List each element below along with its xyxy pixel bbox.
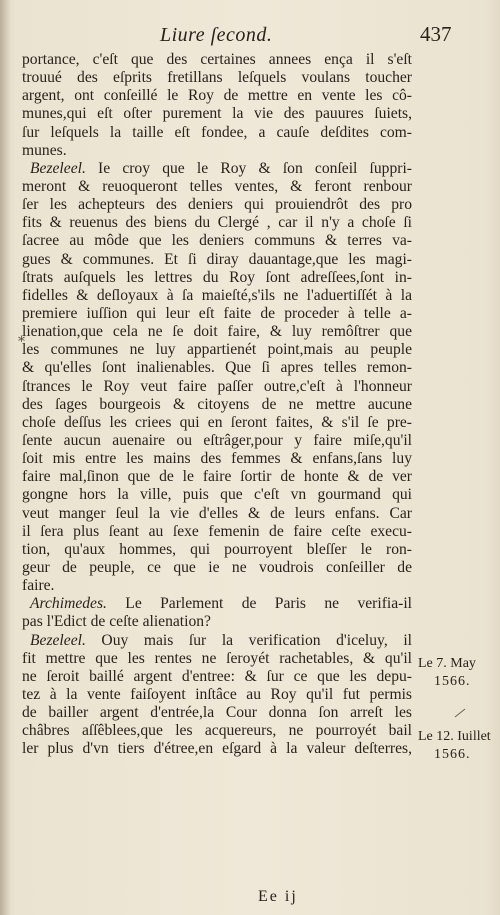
margin-note-2: [418, 728, 491, 764]
text-line: [22, 142, 412, 160]
page-number: 437: [420, 22, 452, 46]
line-text: ſtrances le Roy veut faire paſſer outre,c'eſt à l'honneur: [22, 377, 412, 395]
text-line: [22, 722, 412, 740]
line-text: munes,qui eſt oſter purement la vie des pauures ſuiets,: [22, 105, 412, 123]
line-text: geur de peuple, ce que ie ne voudrois conſeiller de: [22, 558, 412, 576]
text-line: [22, 632, 412, 650]
text-line: [22, 523, 412, 541]
line-text: fit mettre que les rentes ne ſeroyét rachetables, & qu'il: [22, 649, 412, 667]
line-text: il ſera plus ſeant au ſexe femenin de faire ceſte execu-: [22, 522, 412, 540]
line-text: châbres aſſêblees,que les acquereurs, ne pourroyét bail: [22, 722, 412, 740]
line-text: argent, ont conſeillé le Roy de mettre en vente les cô-: [22, 87, 412, 105]
text-line: [22, 468, 412, 486]
line-text: trouué des eſprits fretillans leſquels voulans toucher: [22, 69, 412, 87]
margin-note-date: Le 12. Iuillet: [418, 729, 491, 744]
text-line: [22, 305, 412, 323]
line-text: premiere iuſſion qui leur eſt faite de proceder à telle a-: [22, 304, 412, 322]
text-line: [22, 214, 412, 232]
text-line: [22, 450, 412, 468]
text-line: [22, 613, 412, 631]
line-text: choſe deſſus les criees qui en ſeront faites, & s'il ſe pre-: [22, 413, 412, 431]
line-text: les communes ne luy appartienét point,mais au peuple: [22, 341, 412, 359]
text-line: [22, 359, 412, 377]
text-line: [22, 105, 412, 123]
margin-note-1: [418, 655, 476, 691]
text-line: [22, 323, 412, 341]
text-line: [22, 87, 412, 105]
body-text: [22, 51, 412, 758]
text-line: [22, 505, 412, 523]
text-line: [22, 378, 412, 396]
text-line: [22, 178, 412, 196]
margin-note-date: Le 7. May: [418, 656, 476, 671]
line-text: gues & communes. Et ſi diray dauantage,que les magi-: [22, 250, 412, 268]
text-line: [22, 124, 412, 142]
line-text: portance, c'eſt que des certaines annees ença il s'eſt: [22, 51, 412, 68]
speaker-name: Archimedes.: [30, 595, 107, 613]
text-line: [22, 341, 412, 359]
line-text: veut manger ſeul la vie d'elles & de leurs enfans. Car: [22, 504, 412, 522]
line-text: ſacree au môde que les deniers communs & terres va-: [22, 232, 412, 250]
text-line: [22, 541, 412, 559]
line-text: ſente aucun auenaire ou eſtrâger,pour y faire miſe,qu'il: [22, 431, 412, 449]
text-line: [22, 595, 412, 613]
text-line: [22, 196, 412, 214]
line-text: ſoit mis entre les mains des femmes & enfans,ſans luy: [22, 450, 412, 468]
page-header: [0, 20, 500, 50]
line-text: ſer les achepteurs des deniers qui prouiendrôt des pro: [22, 196, 412, 214]
text-line: [22, 577, 412, 595]
text-line: [22, 251, 412, 269]
text-line: [22, 269, 412, 287]
line-text: ſur leſquels la taille eſt fondee, a cauſe deſdites com-: [22, 123, 412, 141]
margin-note-year: 1566.: [434, 674, 471, 689]
line-text: faire.: [22, 577, 55, 595]
line-text: ler plus d'vn tiers d'étree,en eſgard à la valeur deſterres,: [22, 740, 412, 758]
text-line: [22, 704, 412, 722]
running-title: Liure ſecond.: [160, 24, 273, 46]
text-line: [22, 69, 412, 87]
text-line: [22, 232, 412, 250]
text-line: [22, 432, 412, 450]
line-text: des ſages bourgeois & citoyens de ne mettre aucune: [22, 395, 412, 413]
speaker-name: Bezeleel.: [30, 159, 86, 177]
text-line: [22, 650, 412, 668]
line-text: de bailler argent d'entrée,la Cour donna ſon arreſt les: [22, 704, 412, 722]
line-text: ne ſeroit baillé argent d'entree: & ſur ce que les depu-: [22, 667, 412, 685]
line-text: Ie croy que le Roy & ſon conſeil ſuppri-: [85, 159, 412, 177]
line-text: fidelles & deſloyaux à ſa maieſté,s'ils ne l'aduertiſſét à la: [22, 286, 412, 304]
signature-mark: Ee ij: [258, 888, 298, 905]
line-text: faire mal,ſinon que de le faire ſortir de honte & de ver: [22, 468, 412, 486]
line-text: tez à la vente faiſoyent inſtâce au Roy qu'il fut permis: [22, 685, 412, 703]
line-text: tion, qu'aux hommes, qui pourroyent bleſſer le ron-: [22, 540, 412, 558]
text-line: [22, 414, 412, 432]
line-text: lienation,que cela ne ſe doit faire, & luy remôſtrer que: [22, 323, 412, 341]
speaker-name: Bezeleel.: [30, 631, 86, 649]
margin-note-year: 1566.: [434, 747, 471, 762]
text-line: [22, 559, 412, 577]
line-text: & qu'elles ſont inalienables. Que ſi apres telles remon-: [22, 359, 412, 377]
text-line: [22, 160, 412, 178]
pencil-mark-icon: [454, 708, 466, 718]
line-text: Ouy mais ſur la verification d'iceluy, il: [85, 631, 412, 649]
line-text: Le Parlement de Paris ne verifia-il: [106, 595, 412, 613]
text-line: [22, 668, 412, 686]
line-text: fits & reuenus des biens du Clergé , car il n'y a choſe ſi: [22, 214, 412, 232]
text-line: [22, 396, 412, 414]
margin-asterisk: *: [18, 334, 25, 350]
text-line: [22, 686, 412, 704]
text-line: [22, 51, 412, 69]
text-line: [22, 486, 412, 504]
line-text: gongne hors la ville, puis que c'eſt vn gourmand qui: [22, 486, 412, 504]
line-text: ſtrats auſquels les lettres du Roy ſont adreſſees,ſont in-: [22, 268, 412, 286]
line-text: meront & reuoqueront telles ventes, & feront renbour: [22, 177, 412, 195]
page-gutter-shadow: [0, 0, 10, 915]
line-text: munes.: [22, 141, 67, 159]
text-line: [22, 287, 412, 305]
text-line: [22, 740, 412, 758]
line-text: pas l'Edict de ceſte alienation?: [22, 613, 211, 631]
